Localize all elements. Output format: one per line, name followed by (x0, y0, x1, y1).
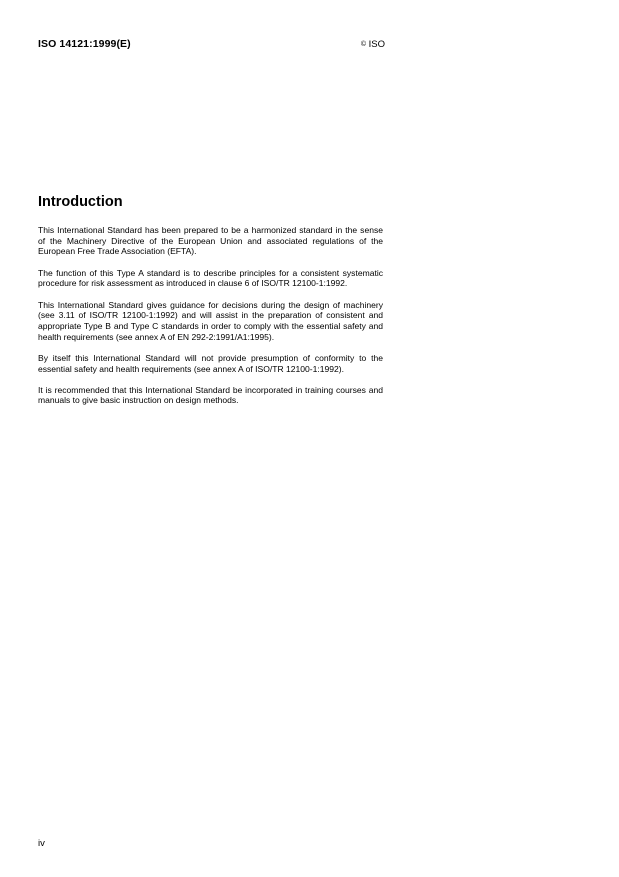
copyright-owner: ISO (368, 39, 385, 50)
section-title: Introduction (38, 194, 123, 210)
section-body (38, 225, 383, 417)
paragraph: By itself this International Standard will not provide presumption of conformity to the essential safety and health requirements (see annex A of ISO/TR 12100-1:1992). (38, 352, 383, 374)
document-id: ISO 14121:1999(E) (38, 38, 131, 50)
copyright-symbol: © (360, 41, 366, 48)
paragraph: This International Standard gives guidance for decisions during the design of machinery (see 3.11 of ISO/TR 12100-1:1992) and will assist in the preparation of consistent and appropriate Type B and Type C standards in order to comply with the essential safety and health requirements (see annex A of EN 292-2:1991/A1:1995). (38, 299, 383, 342)
paragraph: This International Standard has been prepared to be a harmonized standard in the sense of the Machinery Directive of the European Union and associated regulations of the European Free Trade Association (EFTA). (38, 225, 383, 257)
paragraph: The function of this Type A standard is to describe principles for a consistent systematic procedure for risk assessment as introduced in clause 6 of ISO/TR 12100-1:1992. (38, 267, 383, 289)
paragraph: It is recommended that this International Standard be incorporated in training courses and manuals to give basic instruction on design methods. (38, 384, 383, 406)
copyright-notice (345, 39, 385, 50)
page-number: iv (38, 838, 45, 849)
